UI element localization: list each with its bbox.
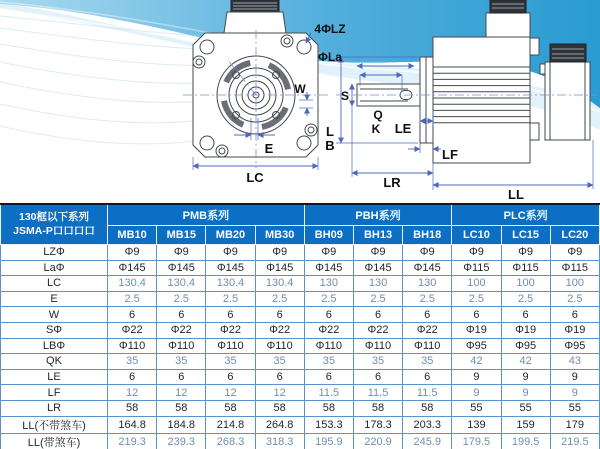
spec-cell: Φ22 [403,322,452,338]
table-row [1,400,600,416]
spec-cell: Φ9 [157,245,206,261]
spec-cell: 214.8 [206,416,255,433]
spec-cell: 35 [353,354,402,370]
label-lr-dim: LR [383,175,401,190]
column-header: MB20 [206,226,255,245]
row-label: LL(不带煞车) [1,416,108,433]
spec-cell: 2.5 [550,291,599,307]
column-group-header: PMB系列 [108,204,305,226]
spec-cell: Φ9 [353,245,402,261]
label-ll-dim: LL [508,187,524,202]
spec-cell: 199.5 [501,433,550,449]
spec-cell: 100 [452,276,501,292]
spec-cell: 35 [157,354,206,370]
spec-table [0,203,600,449]
spec-cell: Φ9 [108,245,157,261]
column-group-header: PLC系列 [452,204,600,226]
spec-cell: Φ145 [108,260,157,276]
spec-cell: Φ115 [550,260,599,276]
spec-cell: Φ110 [403,338,452,354]
table-row [1,322,600,338]
table-row [1,245,600,261]
spec-cell: 219.3 [108,433,157,449]
spec-cell: Φ22 [108,322,157,338]
column-header: LC10 [452,226,501,245]
spec-cell: 9 [452,385,501,401]
table-row [1,433,600,449]
spec-cell: 195.9 [304,433,353,449]
column-header: BH09 [304,226,353,245]
spec-cell: 58 [255,400,304,416]
spec-cell: 220.9 [353,433,402,449]
spec-cell: 6 [108,369,157,385]
label-4phi-lz-dim: 4ΦLZ [314,22,346,36]
dimension-diagram [0,0,600,205]
label-le-dim: LE [394,121,412,136]
table-row [1,291,600,307]
spec-cell: 6 [550,307,599,323]
row-label: LF [1,385,108,401]
spec-cell: Φ9 [452,245,501,261]
spec-cell: Φ22 [304,322,353,338]
row-label: LE [1,369,108,385]
spec-cell: Φ95 [452,338,501,354]
row-label: W [1,307,108,323]
spec-cell: 153.3 [304,416,353,433]
spec-cell: 9 [501,369,550,385]
spec-cell: Φ19 [501,322,550,338]
spec-cell: Φ22 [206,322,255,338]
spec-cell: Φ95 [501,338,550,354]
label-w-dim: W [294,82,306,96]
spec-cell: 58 [206,400,255,416]
spec-cell: 164.8 [108,416,157,433]
table-row [1,338,600,354]
spec-cell: 179 [550,416,599,433]
spec-cell: Φ115 [452,260,501,276]
spec-cell: 35 [206,354,255,370]
spec-cell: 6 [157,369,206,385]
label-lc-dim: LC [246,170,264,185]
spec-cell: 42 [452,354,501,370]
spec-cell: 6 [403,369,452,385]
spec-cell: Φ9 [255,245,304,261]
label-lf-dim: LF [442,147,458,162]
spec-cell: 203.3 [403,416,452,433]
spec-cell: 11.5 [353,385,402,401]
label-q-dim: Q [373,108,383,122]
table-row [1,369,600,385]
spec-cell: Φ9 [403,245,452,261]
spec-cell: 12 [108,385,157,401]
spec-cell: 239.3 [157,433,206,449]
spec-cell: Φ110 [157,338,206,354]
spec-cell: 130 [304,276,353,292]
spec-cell: 11.5 [403,385,452,401]
spec-cell: 6 [304,307,353,323]
table-row [1,276,600,292]
spec-cell: 2.5 [304,291,353,307]
table-row [1,385,600,401]
spec-cell: 12 [157,385,206,401]
spec-cell: Φ110 [255,338,304,354]
spec-cell: Φ110 [206,338,255,354]
spec-table-body [1,245,600,449]
row-label: LC [1,276,108,292]
side-view-drawing [336,0,598,163]
spec-cell: 2.5 [353,291,402,307]
spec-cell: 2.5 [157,291,206,307]
column-group-header: PBH系列 [304,204,452,226]
spec-cell: 35 [108,354,157,370]
label-b-dim: B [325,138,335,153]
row-label: LaΦ [1,260,108,276]
spec-cell: 219.5 [550,433,599,449]
column-header: MB15 [157,226,206,245]
spec-cell: 184.8 [157,416,206,433]
spec-cell: 35 [255,354,304,370]
table-row [1,307,600,323]
spec-cell: 179.5 [452,433,501,449]
spec-cell: 6 [452,307,501,323]
spec-cell: 35 [304,354,353,370]
spec-cell: Φ145 [403,260,452,276]
spec-cell: 55 [550,400,599,416]
table-row [1,354,600,370]
spec-cell: Φ19 [550,322,599,338]
spec-cell: 2.5 [206,291,255,307]
table-row [1,416,600,433]
column-header: LC15 [501,226,550,245]
spec-cell: 130.4 [157,276,206,292]
spec-cell: 6 [304,369,353,385]
spec-table-section [0,203,600,449]
spec-cell: 55 [501,400,550,416]
spec-cell: Φ145 [304,260,353,276]
table-row [1,260,600,276]
spec-cell: 245.9 [403,433,452,449]
spec-cell: 58 [108,400,157,416]
spec-cell: 9 [550,369,599,385]
spec-cell: 6 [206,307,255,323]
front-view-drawing [183,0,330,168]
row-label: LL(带煞车) [1,433,108,449]
spec-cell: Φ9 [501,245,550,261]
label-e-dim: E [264,141,274,156]
spec-cell: Φ22 [255,322,304,338]
row-label: LR [1,400,108,416]
spec-cell: Φ115 [501,260,550,276]
spec-cell: Φ145 [157,260,206,276]
spec-cell: Φ110 [353,338,402,354]
column-header: LC20 [550,226,599,245]
row-label: LZΦ [1,245,108,261]
corner-line-2: JSMA-P口口口口 [13,224,95,237]
spec-cell: Φ9 [550,245,599,261]
spec-cell: 268.3 [206,433,255,449]
label-k-dim: K [371,122,381,136]
row-label: LBΦ [1,338,108,354]
spec-cell: Φ9 [206,245,255,261]
column-header: MB30 [255,226,304,245]
spec-cell: 58 [353,400,402,416]
spec-cell: 100 [501,276,550,292]
spec-cell: Φ22 [157,322,206,338]
spec-cell: 11.5 [304,385,353,401]
spec-cell: 130 [403,276,452,292]
spec-table-head [1,204,600,245]
spec-cell: 6 [255,307,304,323]
spec-cell: Φ95 [550,338,599,354]
spec-cell: 12 [206,385,255,401]
spec-cell: Φ9 [304,245,353,261]
spec-cell: 6 [255,369,304,385]
spec-cell: 43 [550,354,599,370]
spec-cell: 2.5 [255,291,304,307]
spec-cell: 58 [304,400,353,416]
corner-line-1: 130框以下系列 [18,210,90,223]
spec-cell: 178.3 [353,416,402,433]
spec-cell: Φ110 [304,338,353,354]
spec-cell: 130.4 [108,276,157,292]
label-l-dim: L [326,124,334,139]
spec-cell: Φ19 [452,322,501,338]
spec-cell: 6 [501,307,550,323]
spec-cell: 6 [206,369,255,385]
spec-cell: 6 [157,307,206,323]
label-phi-la-dim: ΦLa [318,50,342,64]
spec-cell: 12 [255,385,304,401]
spec-cell: 9 [550,385,599,401]
spec-cell: Φ22 [353,322,402,338]
spec-cell: 130.4 [206,276,255,292]
spec-cell: 2.5 [501,291,550,307]
spec-cell: Φ145 [255,260,304,276]
spec-cell: 6 [108,307,157,323]
spec-cell: 55 [452,400,501,416]
spec-cell: 130 [353,276,402,292]
table-corner-header [1,204,108,245]
spec-cell: 139 [452,416,501,433]
column-header: BH18 [403,226,452,245]
spec-cell: 264.8 [255,416,304,433]
spec-cell: 318.3 [255,433,304,449]
spec-cell: Φ145 [206,260,255,276]
row-label: QK [1,354,108,370]
spec-cell: 6 [403,307,452,323]
spec-cell: 6 [353,307,402,323]
spec-cell: 2.5 [108,291,157,307]
spec-cell: 130.4 [255,276,304,292]
spec-cell: Φ110 [108,338,157,354]
spec-cell: 58 [157,400,206,416]
column-header: MB10 [108,226,157,245]
spec-cell: 58 [403,400,452,416]
spec-cell: 100 [550,276,599,292]
spec-cell: Φ145 [353,260,402,276]
row-label: SΦ [1,322,108,338]
label-s-dim: S [340,89,350,103]
spec-cell: 2.5 [452,291,501,307]
spec-cell: 42 [501,354,550,370]
column-header: BH13 [353,226,402,245]
row-label: E [1,291,108,307]
spec-cell: 35 [403,354,452,370]
spec-cell: 2.5 [403,291,452,307]
spec-cell: 9 [452,369,501,385]
spec-cell: 9 [501,385,550,401]
spec-cell: 159 [501,416,550,433]
spec-cell: 6 [353,369,402,385]
